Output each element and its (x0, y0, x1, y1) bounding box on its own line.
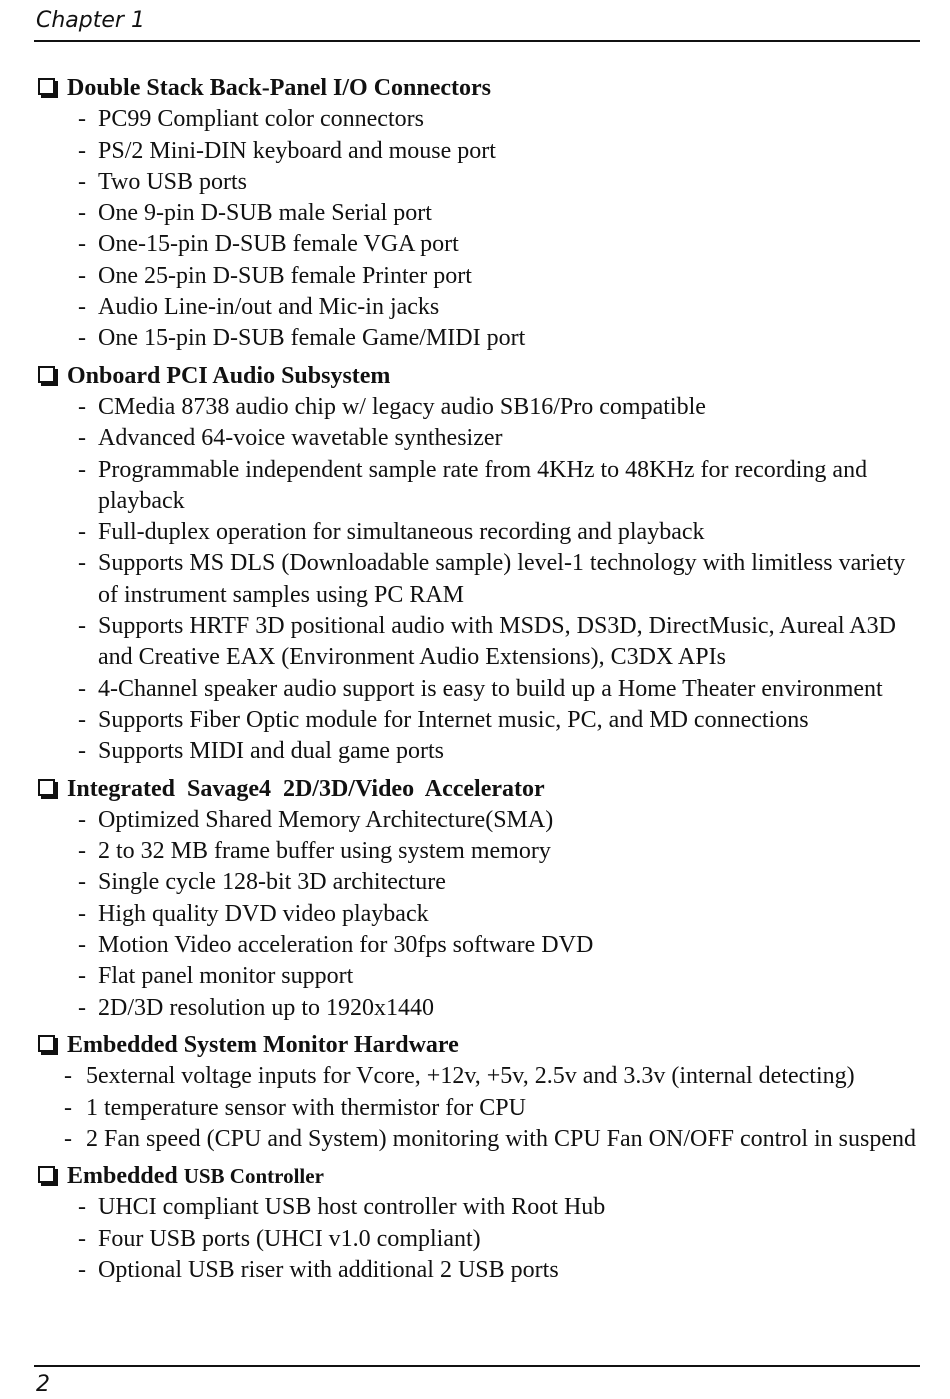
section-io-connectors (36, 73, 920, 355)
list-item: - 1 temperature sensor with thermistor for CPU (64, 1094, 526, 1121)
list-item: - 2 to 32 MB frame buffer using system memory (78, 838, 551, 865)
section-heading (36, 361, 920, 392)
list-item: - Supports MIDI and dual game ports (78, 738, 444, 765)
section-heading (36, 1030, 920, 1061)
checkbox-bullet-icon (38, 1035, 55, 1052)
list-item: - PS/2 Mini-DIN keyboard and mouse port (78, 137, 496, 164)
list-item: - Programmable independent sample rate from 4KHz to 48KHz for recording and playback (78, 456, 868, 514)
section-title: Double Stack Back-Panel I/O Connectors (67, 75, 492, 101)
section-title: Embedded USB Controller (67, 1163, 324, 1190)
section-usb-controller (36, 1161, 920, 1286)
section-title: Integrated Savage4 2D/3D/Video Accelerator (67, 775, 545, 802)
section-heading (36, 1161, 920, 1192)
list-item: - Full-duplex operation for simultaneous recording and playback (78, 519, 705, 546)
list-item: - 2D/3D resolution up to 1920x1440 (78, 994, 434, 1021)
list-item: - Supports HRTF 3D positional audio with MSDS, DS3D, DirectMusic, Aureal A3D and Creative EAX (Environment Audio Extensions), C3DX APIs (78, 613, 896, 671)
list-item: - UHCI compliant USB host controller with Root Hub (78, 1194, 606, 1221)
list-item: - Supports MS DLS (Downloadable sample) level-1 technology with limitless variety of instrument samples using PC RAM (78, 550, 906, 608)
section-heading (36, 774, 920, 805)
list-item: - Audio Line-in/out and Mic-in jacks (78, 294, 440, 321)
checkbox-bullet-icon (38, 779, 55, 796)
list-item: - Four USB ports (UHCI v1.0 compliant) (78, 1225, 481, 1252)
header-rule (34, 40, 920, 42)
checkbox-bullet-icon (38, 366, 55, 383)
section-heading (36, 73, 920, 104)
feature-list (36, 104, 920, 354)
section-audio-subsystem (36, 361, 920, 768)
section-system-monitor (36, 1030, 920, 1155)
list-item: - Flat panel monitor support (78, 963, 354, 990)
checkbox-bullet-icon (38, 1166, 55, 1183)
list-item: - Two USB ports (78, 168, 248, 195)
feature-list (36, 1061, 920, 1155)
feature-list (36, 392, 920, 768)
list-item: - One 9-pin D-SUB male Serial port (78, 200, 432, 227)
list-item: - One 15-pin D-SUB female Game/MIDI port (78, 325, 526, 352)
list-item: - Single cycle 128-bit 3D architecture (78, 869, 446, 896)
list-item: - PC99 Compliant color connectors (78, 106, 424, 133)
page-content (36, 73, 920, 1286)
list-item: - CMedia 8738 audio chip w/ legacy audio SB16/Pro compatible (78, 393, 706, 420)
list-item: - Supports Fiber Optic module for Internet music, PC, and MD connections (78, 706, 809, 733)
list-item: - One-15-pin D-SUB female VGA port (78, 231, 459, 258)
list-item: - Motion Video acceleration for 30fps software DVD (78, 932, 594, 959)
list-item: - 4-Channel speaker audio support is easy to build up a Home Theater environment (78, 675, 883, 702)
feature-list (36, 805, 920, 1024)
chapter-header: Chapter 1 (36, 8, 145, 33)
page-number: 2 (36, 1372, 50, 1397)
section-title: Embedded System Monitor Hardware (67, 1031, 459, 1058)
checkbox-bullet-icon (38, 78, 55, 95)
list-item: - Optimized Shared Memory Architecture(SMA) (78, 806, 554, 833)
section-video-accelerator (36, 774, 920, 1024)
footer-rule (34, 1365, 920, 1367)
list-item: - Advanced 64-voice wavetable synthesizer (78, 425, 503, 452)
list-item: - One 25-pin D-SUB female Printer port (78, 262, 472, 289)
list-item: - 5external voltage inputs for Vcore, +12v, +5v, 2.5v and 3.3v (internal detecting) (64, 1063, 855, 1090)
list-item: - Optional USB riser with additional 2 USB ports (78, 1256, 559, 1283)
feature-list (36, 1192, 920, 1286)
list-item: - 2 Fan speed (CPU and System) monitoring with CPU Fan ON/OFF control in suspend (64, 1125, 917, 1152)
list-item: - High quality DVD video playback (78, 900, 429, 927)
section-title: Onboard PCI Audio Subsystem (67, 362, 391, 389)
